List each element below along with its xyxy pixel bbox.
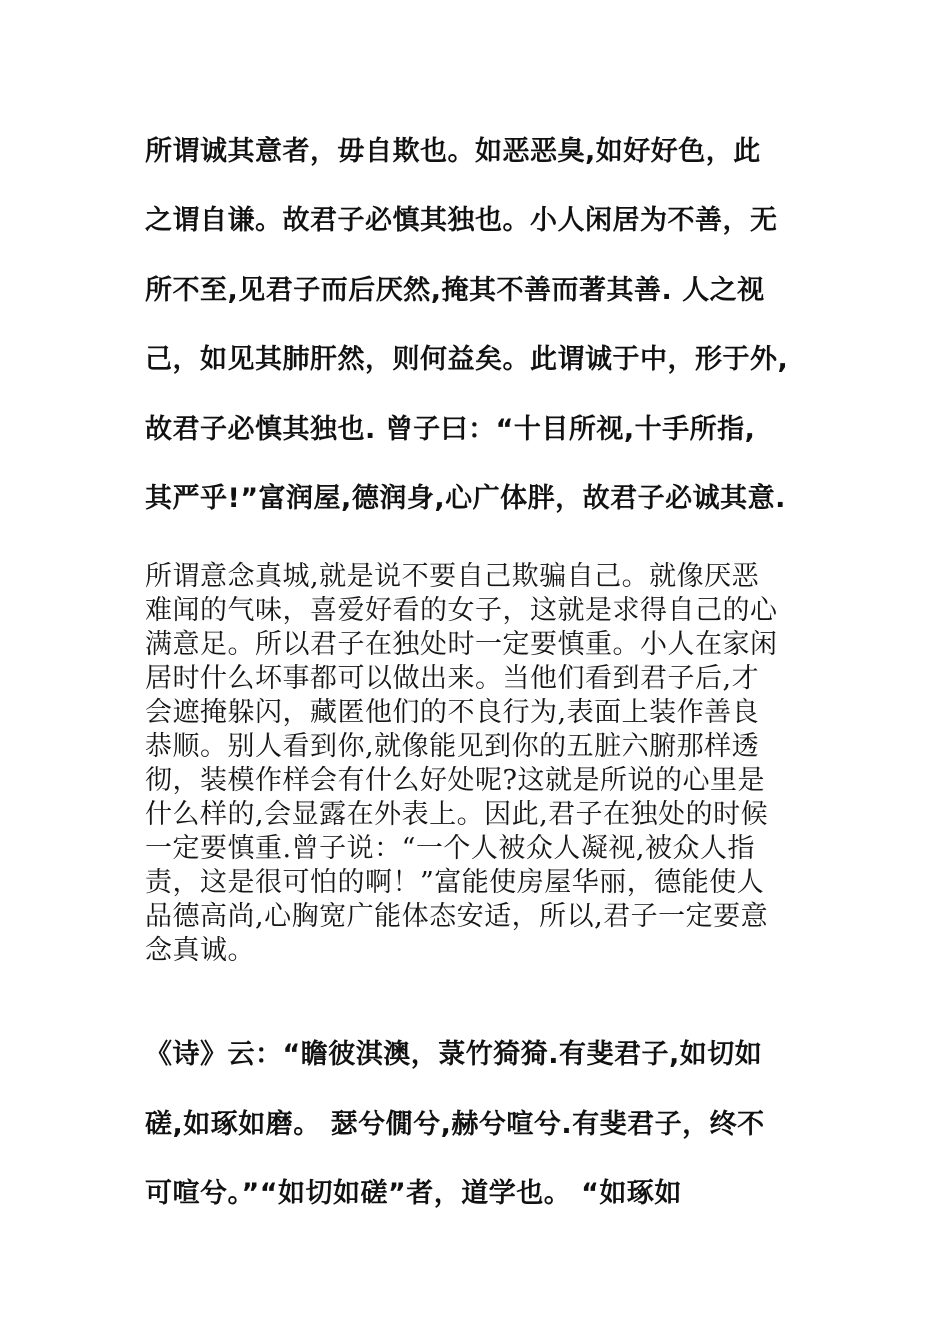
translation-line: 会遮掩躲闪，藏匿他们的不良行为,表面上装作善良 — [145, 697, 760, 728]
classical-text-line: 故君子必慎其独也. 曾子曰：“十目所视,十手所指, — [145, 414, 756, 445]
translation-line: 责，这是很可怕的啊！”富能使房屋华丽，德能使人 — [145, 867, 765, 898]
classical-text-line: 所谓诚其意者，毋自欺也。如恶恶臭,如好好色，此 — [145, 136, 761, 167]
translation-line: 品德高尚,心胸宽广能体态安适，所以,君子一定要意 — [145, 901, 769, 932]
translation-line: 满意足。所以君子在独处时一定要慎重。小人在家闲 — [145, 629, 778, 660]
translation-line: 所谓意念真城,就是说不要自己欺骗自己。就像厌恶 — [145, 561, 760, 592]
translation-line: 居时什么坏事都可以做出来。当他们看到君子后,才 — [145, 663, 760, 694]
translation-line: 念真诚。 — [145, 935, 255, 966]
classical-text-line: 己，如见其肺肝然，则何益矣。此谓诚于中，形于外, — [145, 344, 789, 375]
classical-text-line: 其严乎!”富润屋,德润身,心广体胖，故君子必诚其意. — [145, 483, 786, 514]
classical-text-line: 《诗》云：“瞻彼淇澳，菉竹猗猗.有斐君子,如切如 — [145, 1039, 763, 1070]
translation-line: 难闻的气味，喜爱好看的女子，这就是求得自己的心 — [145, 595, 778, 626]
translation-line: 一定要慎重.曾子说：“一个人被众人凝视,被众人指 — [145, 833, 755, 864]
translation-line: 什么样的,会显露在外表上。因此,君子在独处的时候 — [145, 799, 769, 830]
classical-text-line: 可喧兮。”“如切如磋”者，道学也。 “如琢如 — [145, 1178, 682, 1209]
translation-line: 彻，装模作样会有什么好处呢?这就是所说的心里是 — [145, 765, 765, 796]
classical-text-line: 之谓自谦。故君子必慎其独也。小人闲居为不善，无 — [145, 205, 778, 236]
classical-text-line: 磋,如琢如磨。 瑟兮僩兮,赫兮喧兮.有斐君子，终不 — [145, 1109, 765, 1140]
translation-line: 恭顺。别人看到你,就像能见到你的五脏六腑那样透 — [145, 731, 760, 762]
classical-text-line: 所不至,见君子而后厌然,掩其不善而著其善. 人之视 — [145, 275, 765, 306]
